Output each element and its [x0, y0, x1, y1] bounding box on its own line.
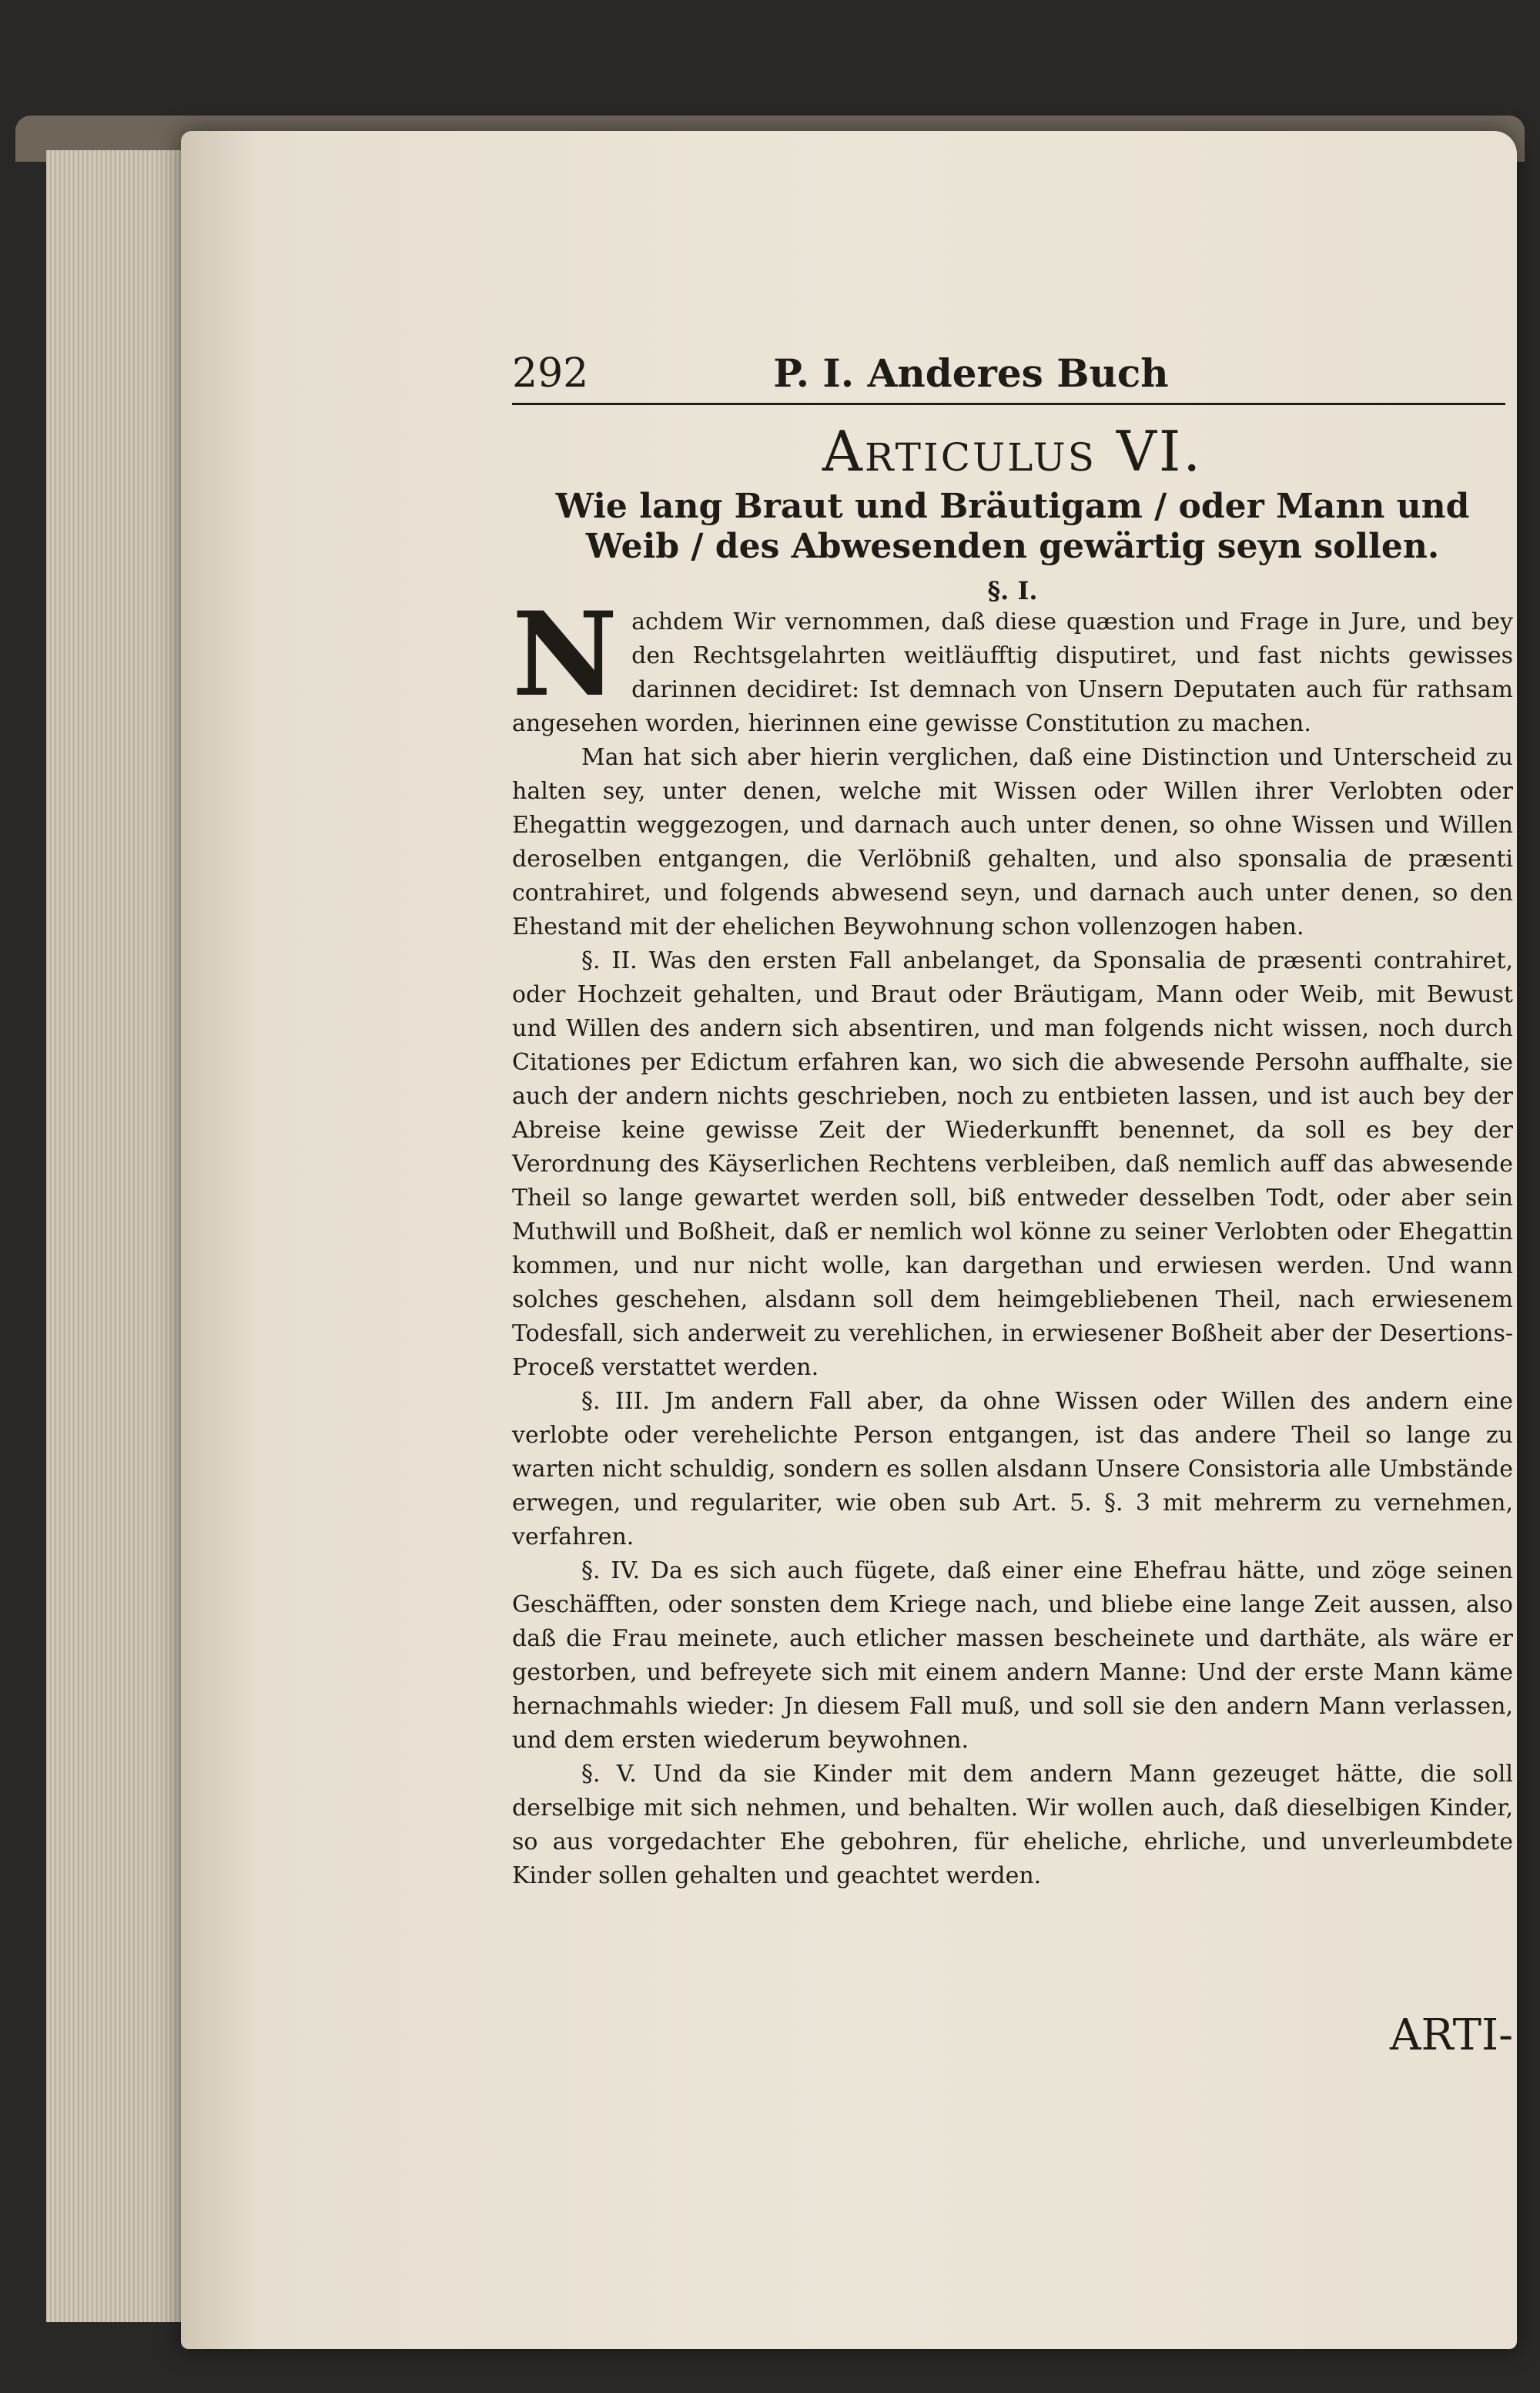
paragraph-text: achdem Wir vernommen, daß diese quæstion und Frage in Jure, und bey den Rechtsgelahrten weitläufftig disputiret, und fast nichts gewisses darinnen decidiret: Ist demnach von Unsern Deputaten auch für rathsam angesehen worden, hierinnen eine gewisse Constitution zu machen.	[512, 608, 1513, 737]
running-head	[512, 350, 1505, 405]
page-number: 292	[512, 350, 589, 397]
paragraph: §. V. Und da sie Kinder mit dem andern Mann gezeuget hätte, die soll derselbige mit sich nehmen, und behalten. Wir wollen auch, daß dieselbigen Kinder, so aus vorgedachter Ehe gebohren, für eheliche, ehrliche, und unverleumbdete Kinder sollen gehalten und geachtet werden.	[512, 1761, 1513, 1889]
paragraph: §. IV. Da es sich auch fügete, daß einer eine Ehefrau hätte, und zöge seinen Geschäfften, oder sonsten dem Kriege nach, und bliebe eine lange Zeit aussen, also daß die Frau meinete, auch etlicher massen bescheinete und darthäte, als wäre er gestorben, und befreyete sich mit einem andern Manne: Und der erste Mann käme hernachmahls wieder: Jn diesem Fall muß, und soll sie den andern Mann verlassen, und dem ersten wiederum beywohnen.	[512, 1557, 1513, 1754]
catchword: ARTI-	[1390, 2010, 1514, 2060]
page-content	[512, 350, 1513, 1893]
paragraph: §. III. Jm andern Fall aber, da ohne Wissen oder Willen des andern eine verlobte oder verehelichte Person entgangen, ist das andere Theil so lange zu warten nicht schuldig, sondern es sollen alsdann Unsere Consistoria alle Umbstände erwegen, und regulariter, wie oben sub Art. 5. §. 3 mit mehrerm zu vernehmen, verfahren.	[512, 1388, 1513, 1550]
page-edges	[46, 150, 185, 2322]
section-mark: §. I.	[987, 576, 1038, 605]
paragraph-intro	[512, 587, 1513, 741]
article-heading: Articulus VI.	[822, 419, 1204, 484]
article-title: Wie lang Braut und Bräutigam / oder Mann und Weib / des Abwesenden gewärtig seyn sollen.	[555, 487, 1470, 566]
paragraph: §. II. Was den ersten Fall anbelanget, da Sponsalia de præsenti contrahiret, oder Hochzeit gehalten, und Braut oder Bräutigam, Mann oder Weib, mit Bewust und Willen des andern sich absentiren, und man folgends nicht wissen, noch durch Citationes per Edictum erfahren kan, wo sich die abwesende Persohn auffhalte, sie auch der andern nichts geschrieben, noch zu entbieten lassen, und ist auch bey der Abreise keine gewisse Zeit der Wiederkunfft benennet, da soll es bey der Verordnung des Käyserlichen Rechtens verbleiben, daß nemlich auff das abwesende Theil so lange gewartet werden soll, biß entweder desselben Todt, oder aber sein Muthwill und Boßheit, daß er nemlich wol könne zu seiner Verlobten oder Ehegattin kommen, und nur nicht wolle, kan dargethan und erwiesen werden. Und wann solches geschehen, alsdann soll dem heimgebliebenen Theil, nach erwiesenem Todesfall, sich anderweit zu verehlichen, in erwiesener Boßheit aber der Desertions-Proceß verstattet werden.	[512, 947, 1513, 1381]
paragraph: Man hat sich aber hierin verglichen, daß eine Distinction und Unterscheid zu halten sey, unter denen, welche mit Wissen oder Willen ihrer Verlobten oder Ehegattin weggezogen, und darnach auch unter denen, so ohne Wissen und Willen deroselben entgangen, die Verlöbniß gehalten, und also sponsalia de præsenti contrahiret, und folgends abwesend seyn, und darnach auch unter denen, so den Ehestand mit der ehelichen Beywohnung schon vollenzogen haben.	[512, 744, 1513, 940]
drop-cap: N	[512, 587, 618, 722]
running-title: P. I. Anderes Buch	[773, 350, 1169, 396]
